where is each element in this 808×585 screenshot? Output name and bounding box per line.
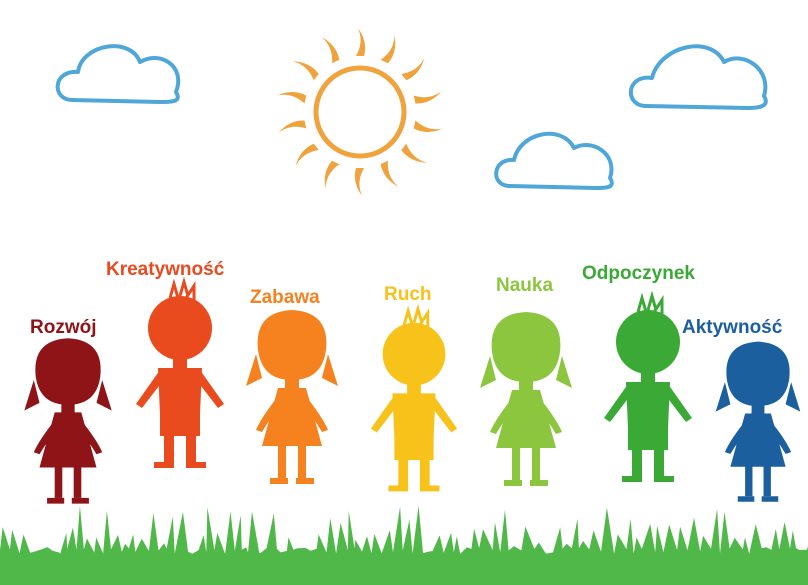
sun-ray-icon <box>292 56 320 81</box>
label-aktywnosc: Aktywność <box>682 317 783 338</box>
child-boy-silhouette-icon <box>136 282 224 468</box>
child-girl-silhouette-icon <box>716 342 801 502</box>
child-girl-silhouette-icon <box>24 338 111 503</box>
cloud-left-icon <box>58 46 179 102</box>
sun-ray-icon <box>320 34 340 63</box>
sun-ray-icon <box>413 121 442 136</box>
sun-ray-icon <box>401 144 429 169</box>
child-boy-silhouette-icon <box>371 309 457 491</box>
sun-ray-icon <box>381 35 401 64</box>
child-girl-silhouette-icon <box>480 312 572 486</box>
sun-ray-icon <box>277 119 306 134</box>
label-zabawa: Zabawa <box>250 287 320 308</box>
sun-ray-icon <box>277 88 306 103</box>
cloud-middle-icon <box>496 134 612 188</box>
sun-ray-icon <box>380 161 400 190</box>
label-odpoczynek: Odpoczynek <box>582 263 695 284</box>
child-boy-silhouette-icon <box>604 296 692 482</box>
sun-ray-icon <box>291 143 319 168</box>
label-kreatywnosc: Kreatywność <box>106 259 225 280</box>
sun-ray-icon <box>401 56 429 81</box>
sun-icon <box>277 28 443 196</box>
label-nauka: Nauka <box>496 275 554 296</box>
sun-ray-icon <box>414 89 443 104</box>
cloud-right-icon <box>631 46 766 108</box>
sun-ray-icon <box>356 28 365 56</box>
label-ruch: Ruch <box>384 284 432 305</box>
child-girl-silhouette-icon <box>246 310 338 484</box>
label-rozwoj: Rozwój <box>30 317 97 338</box>
grass-icon <box>0 506 808 585</box>
sun-ray-icon <box>355 168 364 196</box>
sun-ray-icon <box>319 160 339 189</box>
